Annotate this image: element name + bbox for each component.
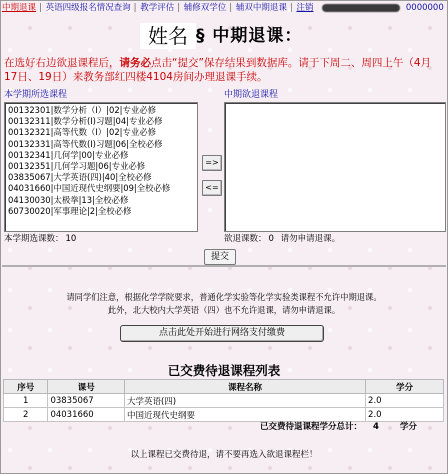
list-item[interactable]: 00132341|几何学|00|专业必修 (8, 149, 129, 160)
instructions (4, 57, 444, 84)
list-item[interactable]: 04031660|中国近现代史纲要|09|全校必修 (8, 183, 171, 194)
row-index: 2 (4, 408, 48, 422)
list-item[interactable]: 00132331|高等代数(I)习题|06|全校必修 (8, 138, 163, 149)
row-index: 1 (4, 394, 48, 408)
title-area (0, 20, 448, 52)
name-badge: 姓名 (140, 23, 196, 49)
page-title: § 中期退课： (196, 26, 303, 46)
notice (30, 291, 418, 317)
drop-hint: 请勿申请退课。 (280, 234, 341, 244)
row-course-name: 大学英语(四) (124, 394, 365, 408)
list-item[interactable]: 60730020|军事理论|2|全校必修 (8, 205, 132, 216)
paid-courses-title: 已交费待退课程列表 (167, 363, 281, 378)
table-row (4, 394, 444, 408)
drop-courses-label: 中期欲退课程 (224, 90, 279, 100)
selected-courses-listbox[interactable] (4, 102, 198, 232)
selected-count (4, 233, 76, 245)
instructions-emphasis: 请务必 (119, 57, 151, 69)
footnote: 以上课程已交费待退，请不要再选入欲退课程栏！ (130, 450, 318, 460)
drop-courses-listbox[interactable] (224, 102, 446, 232)
paid-total-unit: 学分 (399, 422, 417, 432)
drop-courses-list (225, 103, 445, 107)
move-left-button[interactable]: <= (202, 180, 222, 196)
paid-total-value: 4 (372, 422, 379, 432)
row-credit: 2.0 (366, 408, 444, 422)
nav-cet4-registration[interactable]: 英语四级报名情况查询 (45, 3, 131, 13)
nav-mid-term-drop[interactable]: 中期退课 (2, 3, 37, 13)
row-credit: 2.0 (366, 394, 444, 408)
row-code: 03835067 (48, 394, 125, 408)
notice-line-1: 请同学们注意，根据化学学院要求，普通化学实验等化学实验类课程不允许中期退课。 (66, 292, 382, 302)
notice-line-2: 此外，北大校内大学英语（四）也不允许退课，请勿申请退课。 (107, 305, 341, 315)
paid-total-label: 已交费待退课程学分总计： (260, 422, 363, 432)
selected-count-value: 10 (65, 234, 77, 244)
paid-courses-table (3, 379, 444, 422)
table-header-row (4, 380, 444, 394)
row-course-name: 中国近现代史纲要 (124, 408, 365, 422)
nav-minor-mid-term-drop[interactable]: 辅双中期退课 (235, 3, 287, 13)
selected-count-label: 本学期选课数： (4, 234, 64, 244)
section-divider (2, 265, 446, 267)
instructions-part2: 点击“提交”保存结果到数据库。请于下周二、周四上午（4月17日、19日）来教务部红四楼4104房间办理退课手续。 (4, 57, 432, 83)
header-index: 序号 (4, 380, 48, 394)
table-row (4, 408, 444, 422)
instructions-part1: 在选好右边欲退课程后， (4, 57, 120, 69)
user-id: 0000000 (405, 3, 444, 13)
move-right-button[interactable]: => (202, 155, 222, 171)
header-credit: 学分 (366, 380, 444, 394)
list-item[interactable]: 03835067|大学英语(四)|40|全校必修 (8, 172, 152, 183)
redacted-user-name (322, 4, 400, 12)
nav-teaching-evaluation[interactable]: 教学评估 (140, 3, 175, 13)
list-item[interactable]: 00132301|数学分析（I）|02|专业必修 (8, 105, 156, 115)
nav-logout[interactable]: 注销 (296, 3, 314, 13)
nav-minor-degree[interactable]: 辅修双学位 (183, 3, 227, 13)
selected-courses-list (5, 103, 197, 219)
selected-courses-label: 本学期所选课程 (4, 90, 68, 100)
header-course-name: 课程名称 (124, 380, 365, 394)
list-item[interactable]: 00132311|数学分析(I)习题|04|专业必修 (8, 116, 163, 127)
list-item[interactable]: 00132321|高等代数（I）|02|专业必修 (8, 127, 156, 138)
drop-count-value: 0 (268, 234, 274, 244)
paid-total (260, 421, 417, 433)
drop-count (224, 233, 340, 245)
submit-button[interactable]: 提交 (204, 249, 236, 265)
list-item[interactable]: 04130030|太极拳|13|全校必修 (8, 194, 129, 205)
drop-count-label: 欲退课数： (224, 234, 267, 244)
header-code: 课号 (48, 380, 125, 394)
top-nav: 中期退课 | 英语四级报名情况查询 | 教学评估 | 辅修双学位 | 辅双中期退课 | 注销 0000000 (2, 3, 444, 13)
row-code: 04031660 (48, 408, 125, 422)
list-item[interactable]: 00132351|几何学习题|06|专业必修 (8, 161, 146, 172)
online-payment-button[interactable]: 点击此处开始进行网络支付缴费 (120, 325, 324, 342)
